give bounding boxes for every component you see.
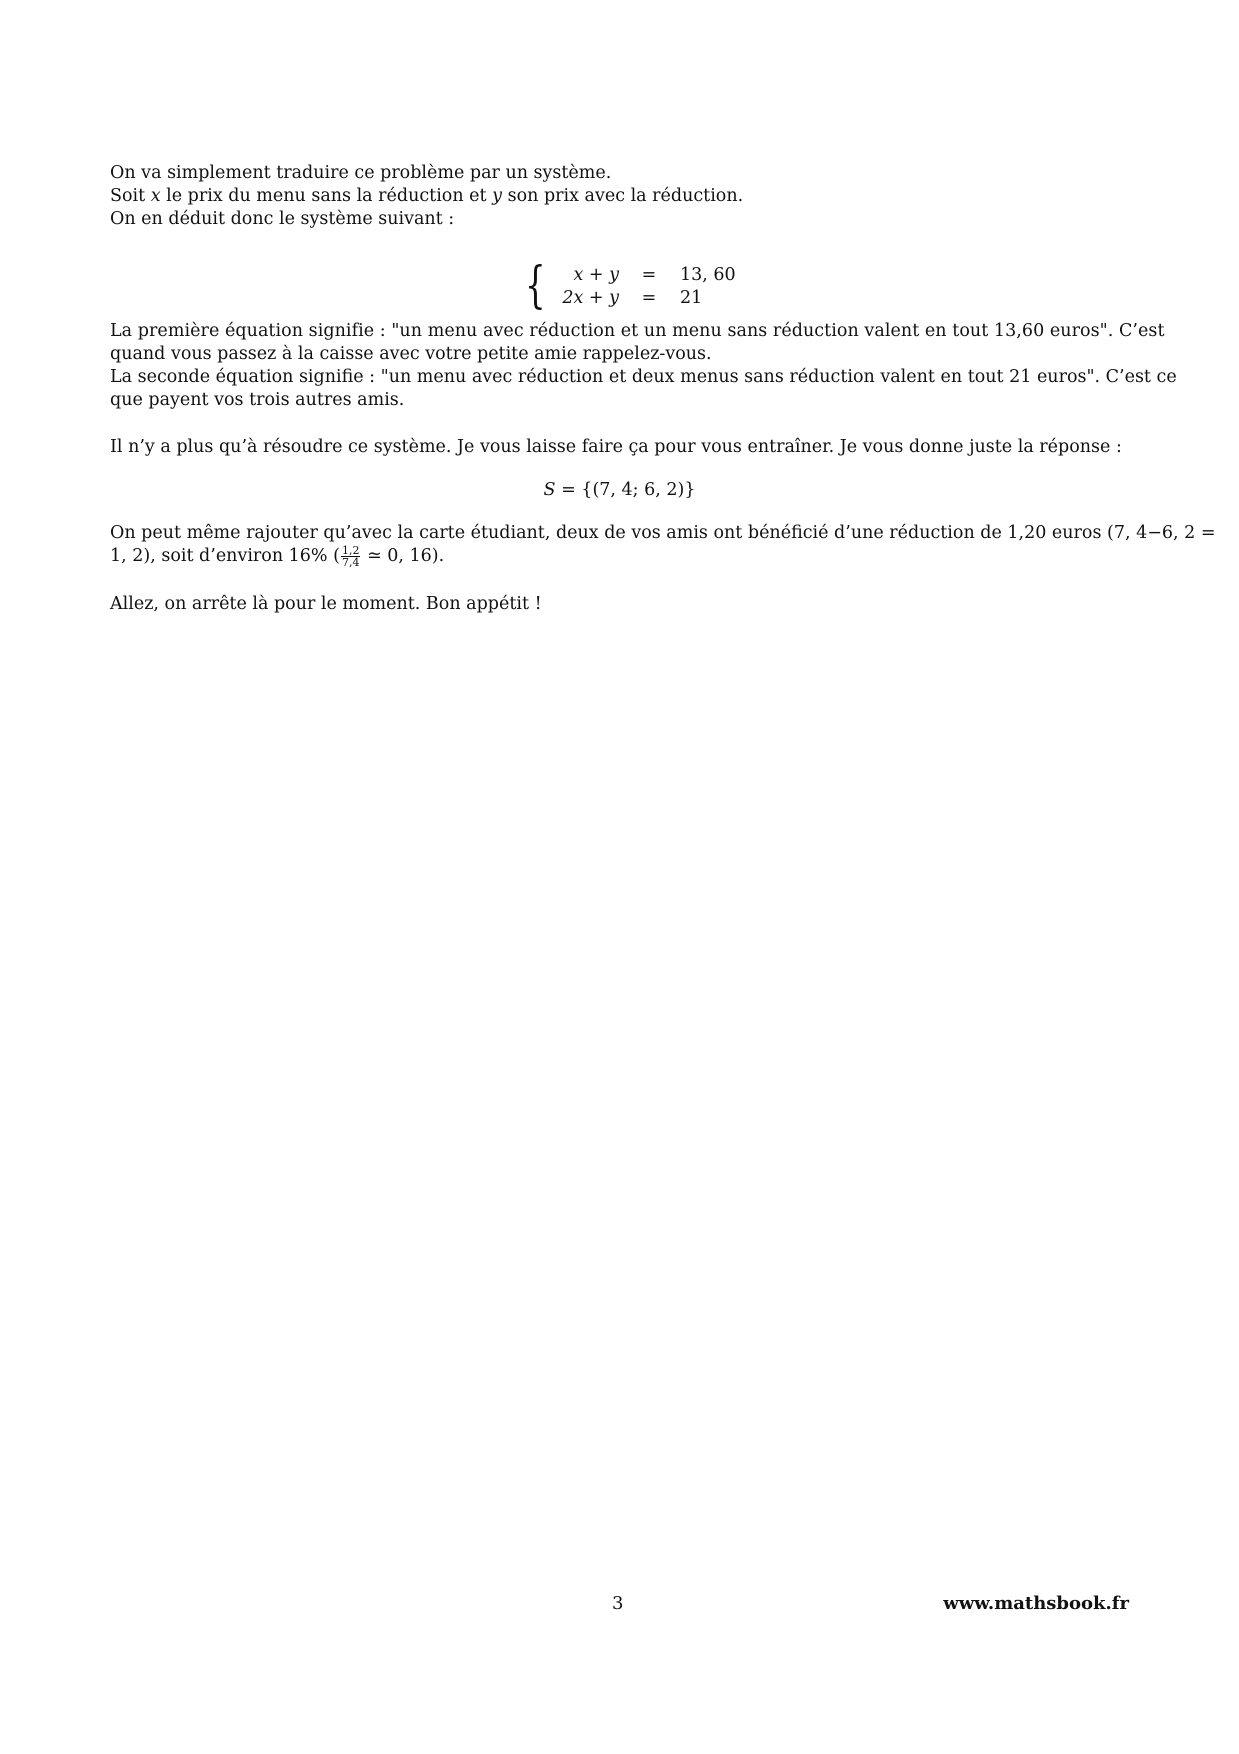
intro-line-2-pre: Soit: [110, 186, 151, 206]
system-row-1-rhs: 13, 60: [680, 265, 736, 285]
fraction: [341, 545, 361, 568]
system-row-1-equals: =: [641, 265, 657, 285]
remark-line-2-post: ≃ 0, 16).: [361, 546, 445, 566]
intro-paragraph: [110, 162, 1140, 231]
solution-set-symbol: S: [543, 480, 556, 500]
solve-line: Il n’y a plus qu’à résoudre ce système. Je vous laisse faire ça pour vous entraîner. Je vous donne juste la réponse :: [110, 437, 1122, 457]
solution-equation: [0, 480, 1239, 500]
system-row-2-lhs: 2x + y: [562, 288, 619, 308]
page-number: 3: [612, 1593, 624, 1614]
intro-line-1: On va simplement traduire ce problème par un système.: [110, 163, 612, 183]
intro-line-3: On en déduit donc le système suivant :: [110, 209, 455, 229]
fraction-numerator: 1,2: [341, 544, 360, 557]
footer-website: www.mathsbook.fr: [943, 1593, 1129, 1614]
system-row-1-lhs: x + y: [573, 265, 619, 285]
solution-set-value: = {(7, 4; 6, 2)}: [555, 480, 696, 500]
remark-paragraph: [110, 522, 1216, 569]
variable-y: y: [492, 186, 503, 206]
remark-line-1: On peut même rajouter qu’avec la carte étudiant, deux de vos amis ont bénéficié d’une réduction de 1,20 euros (7, 4−6, 2 =: [110, 523, 1216, 543]
solve-paragraph: [110, 436, 1140, 459]
fraction-denominator: 7,4: [341, 556, 360, 569]
explanation-line-1: La première équation signifie : "un menu avec réduction et un menu sans réduction valent en tout 13,60 euros". C’est: [110, 321, 1165, 341]
explanation-line-3: La seconde équation signifie : "un menu avec réduction et deux menus sans réduction valent en tout 21 euros". C’est ce: [110, 367, 1177, 387]
explanation-line-4: que payent vos trois autres amis.: [110, 390, 405, 410]
intro-line-2-mid: le prix du menu sans la réduction et: [160, 186, 493, 206]
closing-line: Allez, on arrête là pour le moment. Bon appétit !: [110, 594, 542, 614]
remark-line-2-pre: 1, 2), soit d’environ 16% (: [110, 546, 340, 566]
intro-line-2: [110, 185, 1140, 208]
variable-x: x: [150, 186, 161, 206]
intro-line-2-post: son prix avec la réduction.: [502, 186, 744, 206]
system-row-2-rhs: 21: [680, 288, 703, 308]
system-row-2-equals: =: [641, 288, 657, 308]
closing-paragraph: [110, 593, 1140, 616]
system-brace: {: [525, 256, 546, 314]
explanation-line-2: quand vous passez à la caisse avec votre petite amie rappelez-vous.: [110, 344, 712, 364]
explanation-paragraph: [110, 320, 1177, 412]
remark-line-2: [110, 545, 1140, 568]
